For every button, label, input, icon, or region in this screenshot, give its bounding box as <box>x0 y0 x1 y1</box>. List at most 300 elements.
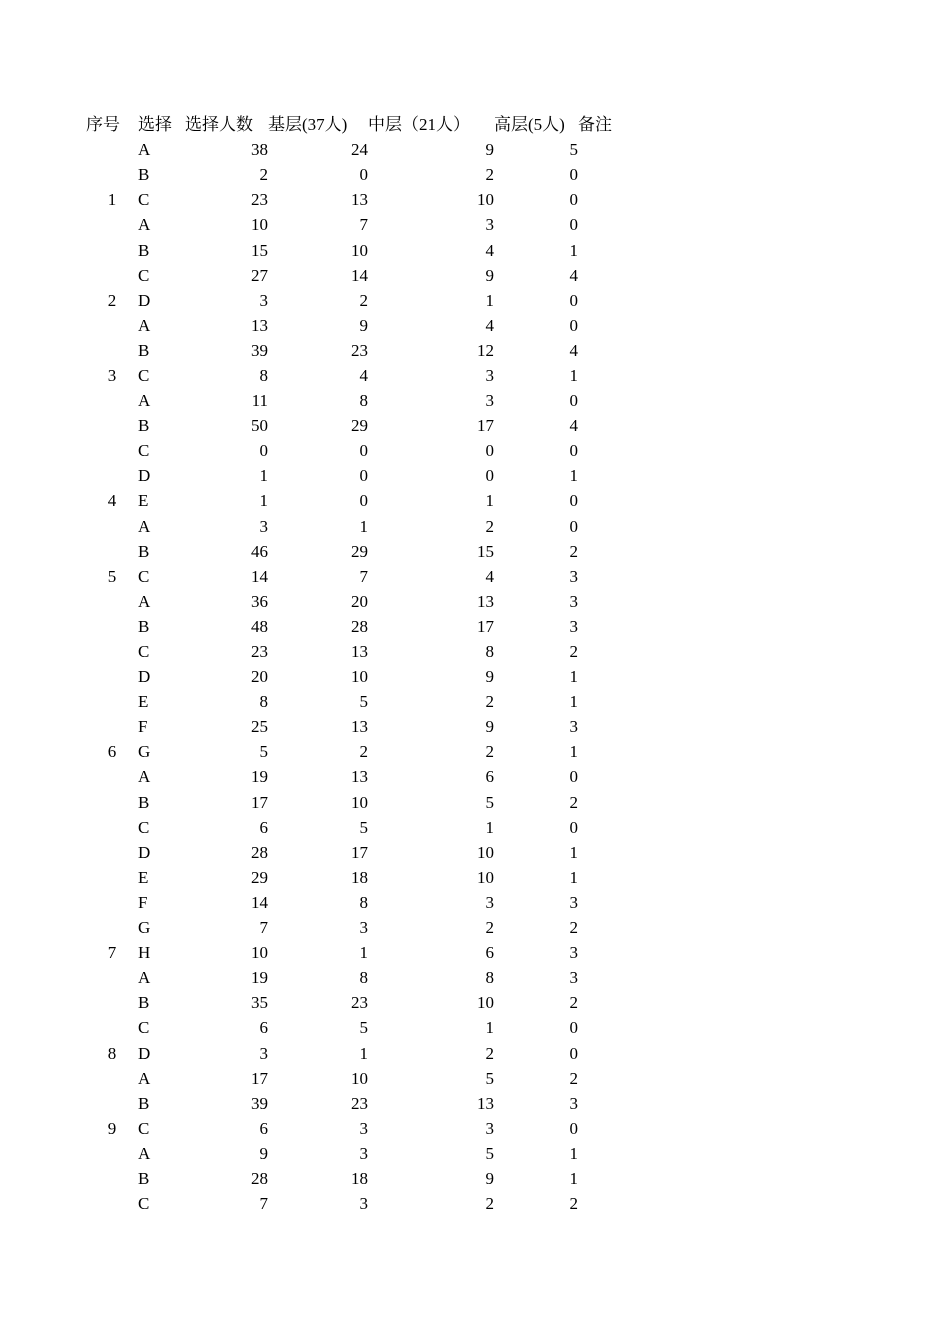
cell-high: 0 <box>569 190 578 210</box>
cell-seq <box>86 790 138 815</box>
cell-count: 1 <box>259 491 268 511</box>
cell-high: 1 <box>569 867 578 887</box>
cell-choice: A <box>138 315 151 335</box>
cell-seq <box>86 664 138 689</box>
cell-high: 0 <box>569 215 578 235</box>
cell-seq <box>86 1015 138 1040</box>
cell-mid: 5 <box>485 1143 494 1163</box>
cell-mid: 6 <box>485 943 494 963</box>
table-row <box>86 338 638 363</box>
cell-choice: G <box>138 918 151 938</box>
cell-seq <box>86 338 138 363</box>
cell-note <box>578 237 638 262</box>
cell-note <box>578 1066 638 1091</box>
cell-seq <box>86 413 138 438</box>
cell-choice: D <box>138 466 151 486</box>
cell-mid: 15 <box>477 541 494 561</box>
cell-count: 50 <box>251 416 268 436</box>
cell-mid: 9 <box>485 1168 494 1188</box>
cell-high: 0 <box>569 1018 578 1038</box>
cell-choice: A <box>138 1068 151 1088</box>
cell-high: 2 <box>569 918 578 938</box>
cell-high: 0 <box>569 391 578 411</box>
cell-count: 10 <box>251 943 268 963</box>
table-body <box>86 137 638 1216</box>
header-mid: 中层（21人） <box>368 115 470 135</box>
cell-base: 10 <box>351 1068 368 1088</box>
cell-note <box>578 840 638 865</box>
cell-note <box>578 639 638 664</box>
cell-count: 17 <box>251 792 268 812</box>
cell-count: 27 <box>251 265 268 285</box>
cell-choice: D <box>138 667 151 687</box>
cell-count: 13 <box>251 315 268 335</box>
cell-note <box>578 815 638 840</box>
cell-seq: 8 <box>107 1043 117 1063</box>
table-row <box>86 764 638 789</box>
cell-choice: C <box>138 1018 150 1038</box>
survey-results-table <box>86 112 638 1216</box>
cell-choice: A <box>138 591 151 611</box>
cell-count: 11 <box>251 391 268 411</box>
cell-high: 2 <box>569 642 578 662</box>
cell-note <box>578 564 638 589</box>
cell-seq <box>86 639 138 664</box>
cell-choice: C <box>138 441 150 461</box>
cell-note <box>578 689 638 714</box>
cell-note <box>578 1191 638 1216</box>
cell-seq: 3 <box>107 365 117 385</box>
cell-mid: 8 <box>485 642 494 662</box>
cell-mid: 10 <box>477 190 494 210</box>
cell-count: 14 <box>251 892 268 912</box>
table-row <box>86 689 638 714</box>
table-row <box>86 865 638 890</box>
table-row <box>86 288 638 313</box>
table-row <box>86 664 638 689</box>
cell-base: 8 <box>359 391 368 411</box>
cell-seq <box>86 1141 138 1166</box>
cell-mid: 0 <box>485 441 494 461</box>
cell-high: 0 <box>569 165 578 185</box>
cell-high: 1 <box>569 667 578 687</box>
cell-choice: C <box>138 365 150 385</box>
cell-seq <box>86 212 138 237</box>
cell-choice: E <box>138 491 149 511</box>
cell-count: 7 <box>259 918 268 938</box>
cell-mid: 3 <box>485 391 494 411</box>
table-row <box>86 539 638 564</box>
table-row <box>86 388 638 413</box>
cell-choice: B <box>138 993 150 1013</box>
cell-count: 17 <box>251 1068 268 1088</box>
cell-high: 3 <box>569 717 578 737</box>
cell-count: 15 <box>251 240 268 260</box>
cell-note <box>578 790 638 815</box>
cell-seq <box>86 1066 138 1091</box>
cell-count: 46 <box>251 541 268 561</box>
cell-high: 0 <box>569 315 578 335</box>
header-base: 基层(37人) <box>268 115 348 135</box>
table-row <box>86 438 638 463</box>
cell-base: 29 <box>351 416 368 436</box>
cell-base: 13 <box>351 642 368 662</box>
cell-high: 1 <box>569 1143 578 1163</box>
cell-high: 3 <box>569 591 578 611</box>
cell-note <box>578 915 638 940</box>
cell-choice: A <box>138 140 151 160</box>
cell-choice: A <box>138 391 151 411</box>
table-row <box>86 790 638 815</box>
cell-choice: C <box>138 566 150 586</box>
cell-choice: B <box>138 616 150 636</box>
cell-choice: B <box>138 792 150 812</box>
cell-choice: B <box>138 240 150 260</box>
cell-base: 10 <box>351 667 368 687</box>
cell-base: 2 <box>359 742 368 762</box>
cell-note <box>578 865 638 890</box>
cell-count: 23 <box>251 642 268 662</box>
cell-count: 48 <box>251 616 268 636</box>
cell-count: 9 <box>259 1143 268 1163</box>
cell-high: 2 <box>569 541 578 561</box>
cell-seq <box>86 915 138 940</box>
cell-seq: 5 <box>107 566 117 586</box>
cell-choice: B <box>138 541 150 561</box>
cell-seq <box>86 438 138 463</box>
cell-choice: A <box>138 516 151 536</box>
table-row <box>86 237 638 262</box>
cell-base: 5 <box>359 817 368 837</box>
cell-seq <box>86 689 138 714</box>
cell-note <box>578 714 638 739</box>
cell-count: 3 <box>259 1043 268 1063</box>
cell-choice: A <box>138 767 151 787</box>
cell-count: 6 <box>259 1118 268 1138</box>
cell-mid: 2 <box>485 165 494 185</box>
cell-seq <box>86 815 138 840</box>
cell-seq <box>86 237 138 262</box>
cell-note <box>578 137 638 162</box>
cell-base: 1 <box>359 1043 368 1063</box>
cell-base: 7 <box>359 566 368 586</box>
cell-high: 4 <box>569 265 578 285</box>
table-row <box>86 1191 638 1216</box>
cell-high: 2 <box>569 792 578 812</box>
cell-seq: 9 <box>107 1118 117 1138</box>
cell-high: 0 <box>569 441 578 461</box>
header-row <box>86 112 638 137</box>
cell-choice: C <box>138 642 150 662</box>
header-note: 备注 <box>578 115 612 135</box>
cell-mid: 5 <box>485 792 494 812</box>
cell-high: 2 <box>569 1194 578 1214</box>
cell-choice: G <box>138 742 151 762</box>
cell-choice: A <box>138 215 151 235</box>
cell-high: 0 <box>569 491 578 511</box>
cell-seq <box>86 514 138 539</box>
cell-base: 5 <box>359 692 368 712</box>
cell-base: 13 <box>351 717 368 737</box>
cell-base: 8 <box>359 968 368 988</box>
cell-seq: 1 <box>107 190 117 210</box>
cell-base: 3 <box>359 1118 368 1138</box>
cell-mid: 13 <box>477 591 494 611</box>
cell-note <box>578 488 638 513</box>
cell-seq <box>86 539 138 564</box>
cell-choice: D <box>138 1043 151 1063</box>
table-row <box>86 1091 638 1116</box>
cell-base: 14 <box>351 265 368 285</box>
cell-choice: H <box>138 943 151 963</box>
cell-base: 13 <box>351 767 368 787</box>
cell-base: 8 <box>359 892 368 912</box>
cell-high: 1 <box>569 692 578 712</box>
cell-note <box>578 940 638 965</box>
cell-count: 19 <box>251 968 268 988</box>
cell-seq: 7 <box>107 943 117 963</box>
cell-choice: C <box>138 190 150 210</box>
cell-high: 0 <box>569 290 578 310</box>
cell-count: 6 <box>259 817 268 837</box>
cell-note <box>578 890 638 915</box>
cell-seq <box>86 890 138 915</box>
cell-mid: 4 <box>485 240 494 260</box>
cell-mid: 4 <box>485 315 494 335</box>
cell-mid: 17 <box>477 616 494 636</box>
cell-mid: 1 <box>485 817 494 837</box>
header-high: 高层(5人) <box>494 115 565 135</box>
cell-choice: B <box>138 1168 150 1188</box>
cell-high: 3 <box>569 943 578 963</box>
cell-choice: C <box>138 1194 150 1214</box>
cell-count: 3 <box>259 516 268 536</box>
cell-base: 7 <box>359 215 368 235</box>
cell-count: 0 <box>259 441 268 461</box>
cell-note <box>578 263 638 288</box>
cell-base: 4 <box>359 365 368 385</box>
table-row <box>86 488 638 513</box>
cell-note <box>578 764 638 789</box>
table-row <box>86 614 638 639</box>
cell-base: 28 <box>351 616 368 636</box>
table-row <box>86 990 638 1015</box>
cell-mid: 10 <box>477 867 494 887</box>
cell-choice: B <box>138 416 150 436</box>
cell-note <box>578 288 638 313</box>
table-row <box>86 313 638 338</box>
cell-note <box>578 313 638 338</box>
cell-choice: C <box>138 265 150 285</box>
cell-mid: 6 <box>485 767 494 787</box>
cell-base: 9 <box>359 315 368 335</box>
cell-base: 29 <box>351 541 368 561</box>
cell-note <box>578 338 638 363</box>
cell-seq <box>86 313 138 338</box>
table-row <box>86 463 638 488</box>
cell-base: 3 <box>359 1194 368 1214</box>
cell-count: 8 <box>259 365 268 385</box>
cell-choice: E <box>138 692 149 712</box>
table-row <box>86 137 638 162</box>
cell-count: 5 <box>259 742 268 762</box>
table-row <box>86 1066 638 1091</box>
cell-seq: 2 <box>107 290 117 310</box>
cell-base: 2 <box>359 290 368 310</box>
table-row <box>86 514 638 539</box>
table-row <box>86 1166 638 1191</box>
cell-choice: B <box>138 165 150 185</box>
table-row <box>86 413 638 438</box>
cell-base: 10 <box>351 240 368 260</box>
cell-base: 1 <box>359 516 368 536</box>
cell-seq <box>86 714 138 739</box>
table-row <box>86 815 638 840</box>
cell-base: 5 <box>359 1018 368 1038</box>
cell-seq <box>86 137 138 162</box>
table-row <box>86 363 638 388</box>
cell-high: 2 <box>569 993 578 1013</box>
cell-high: 3 <box>569 616 578 636</box>
cell-seq <box>86 865 138 890</box>
cell-base: 0 <box>359 466 368 486</box>
cell-choice: B <box>138 1093 150 1113</box>
table-row <box>86 1015 638 1040</box>
cell-count: 36 <box>251 591 268 611</box>
cell-high: 1 <box>569 842 578 862</box>
cell-mid: 2 <box>485 742 494 762</box>
cell-high: 4 <box>569 340 578 360</box>
cell-mid: 2 <box>485 1194 494 1214</box>
cell-base: 23 <box>351 1093 368 1113</box>
cell-base: 24 <box>351 140 368 160</box>
cell-note <box>578 614 638 639</box>
cell-note <box>578 1040 638 1065</box>
cell-mid: 4 <box>485 566 494 586</box>
cell-seq <box>86 589 138 614</box>
cell-base: 20 <box>351 591 368 611</box>
cell-count: 2 <box>259 165 268 185</box>
cell-count: 23 <box>251 190 268 210</box>
cell-mid: 5 <box>485 1068 494 1088</box>
cell-high: 0 <box>569 767 578 787</box>
cell-base: 1 <box>359 943 368 963</box>
cell-mid: 1 <box>485 491 494 511</box>
cell-base: 23 <box>351 993 368 1013</box>
table-row <box>86 915 638 940</box>
cell-base: 0 <box>359 441 368 461</box>
cell-note <box>578 1141 638 1166</box>
table-row <box>86 840 638 865</box>
cell-seq <box>86 1091 138 1116</box>
cell-seq <box>86 990 138 1015</box>
cell-base: 13 <box>351 190 368 210</box>
table-row <box>86 1141 638 1166</box>
table-row <box>86 890 638 915</box>
cell-count: 29 <box>251 867 268 887</box>
cell-high: 3 <box>569 566 578 586</box>
table-row <box>86 940 638 965</box>
cell-mid: 2 <box>485 1043 494 1063</box>
table-row <box>86 639 638 664</box>
cell-note <box>578 1091 638 1116</box>
cell-high: 0 <box>569 817 578 837</box>
cell-note <box>578 589 638 614</box>
cell-seq <box>86 162 138 187</box>
table-row <box>86 187 638 212</box>
cell-note <box>578 1015 638 1040</box>
cell-mid: 13 <box>477 1093 494 1113</box>
cell-seq: 6 <box>107 742 117 762</box>
cell-mid: 10 <box>477 842 494 862</box>
cell-high: 0 <box>569 1118 578 1138</box>
cell-mid: 12 <box>477 340 494 360</box>
cell-seq <box>86 463 138 488</box>
cell-choice: C <box>138 817 150 837</box>
cell-high: 1 <box>569 365 578 385</box>
cell-note <box>578 187 638 212</box>
cell-note <box>578 739 638 764</box>
cell-high: 3 <box>569 968 578 988</box>
cell-seq <box>86 614 138 639</box>
cell-choice: B <box>138 340 150 360</box>
cell-count: 28 <box>251 1168 268 1188</box>
cell-mid: 9 <box>485 717 494 737</box>
cell-mid: 9 <box>485 140 494 160</box>
cell-note <box>578 965 638 990</box>
cell-count: 14 <box>251 566 268 586</box>
cell-mid: 3 <box>485 215 494 235</box>
cell-choice: F <box>138 717 148 737</box>
cell-base: 18 <box>351 867 368 887</box>
cell-count: 25 <box>251 717 268 737</box>
cell-note <box>578 162 638 187</box>
cell-count: 39 <box>251 340 268 360</box>
table-row <box>86 589 638 614</box>
table-row <box>86 263 638 288</box>
table-row <box>86 564 638 589</box>
cell-base: 18 <box>351 1168 368 1188</box>
cell-high: 1 <box>569 742 578 762</box>
cell-note <box>578 539 638 564</box>
cell-mid: 10 <box>477 993 494 1013</box>
cell-seq <box>86 1191 138 1216</box>
cell-high: 4 <box>569 416 578 436</box>
cell-count: 28 <box>251 842 268 862</box>
cell-high: 1 <box>569 466 578 486</box>
cell-mid: 3 <box>485 892 494 912</box>
cell-choice: C <box>138 1118 150 1138</box>
cell-high: 2 <box>569 1068 578 1088</box>
cell-count: 10 <box>251 215 268 235</box>
cell-mid: 0 <box>485 466 494 486</box>
cell-mid: 1 <box>485 290 494 310</box>
cell-note <box>578 1166 638 1191</box>
cell-mid: 3 <box>485 365 494 385</box>
cell-seq <box>86 764 138 789</box>
cell-count: 20 <box>251 667 268 687</box>
cell-mid: 3 <box>485 1118 494 1138</box>
table-row <box>86 965 638 990</box>
cell-seq <box>86 840 138 865</box>
cell-mid: 8 <box>485 968 494 988</box>
table-row <box>86 1040 638 1065</box>
cell-note <box>578 664 638 689</box>
header-seq: 序号 <box>86 115 120 135</box>
table-row <box>86 162 638 187</box>
cell-note <box>578 212 638 237</box>
cell-choice: A <box>138 1143 151 1163</box>
